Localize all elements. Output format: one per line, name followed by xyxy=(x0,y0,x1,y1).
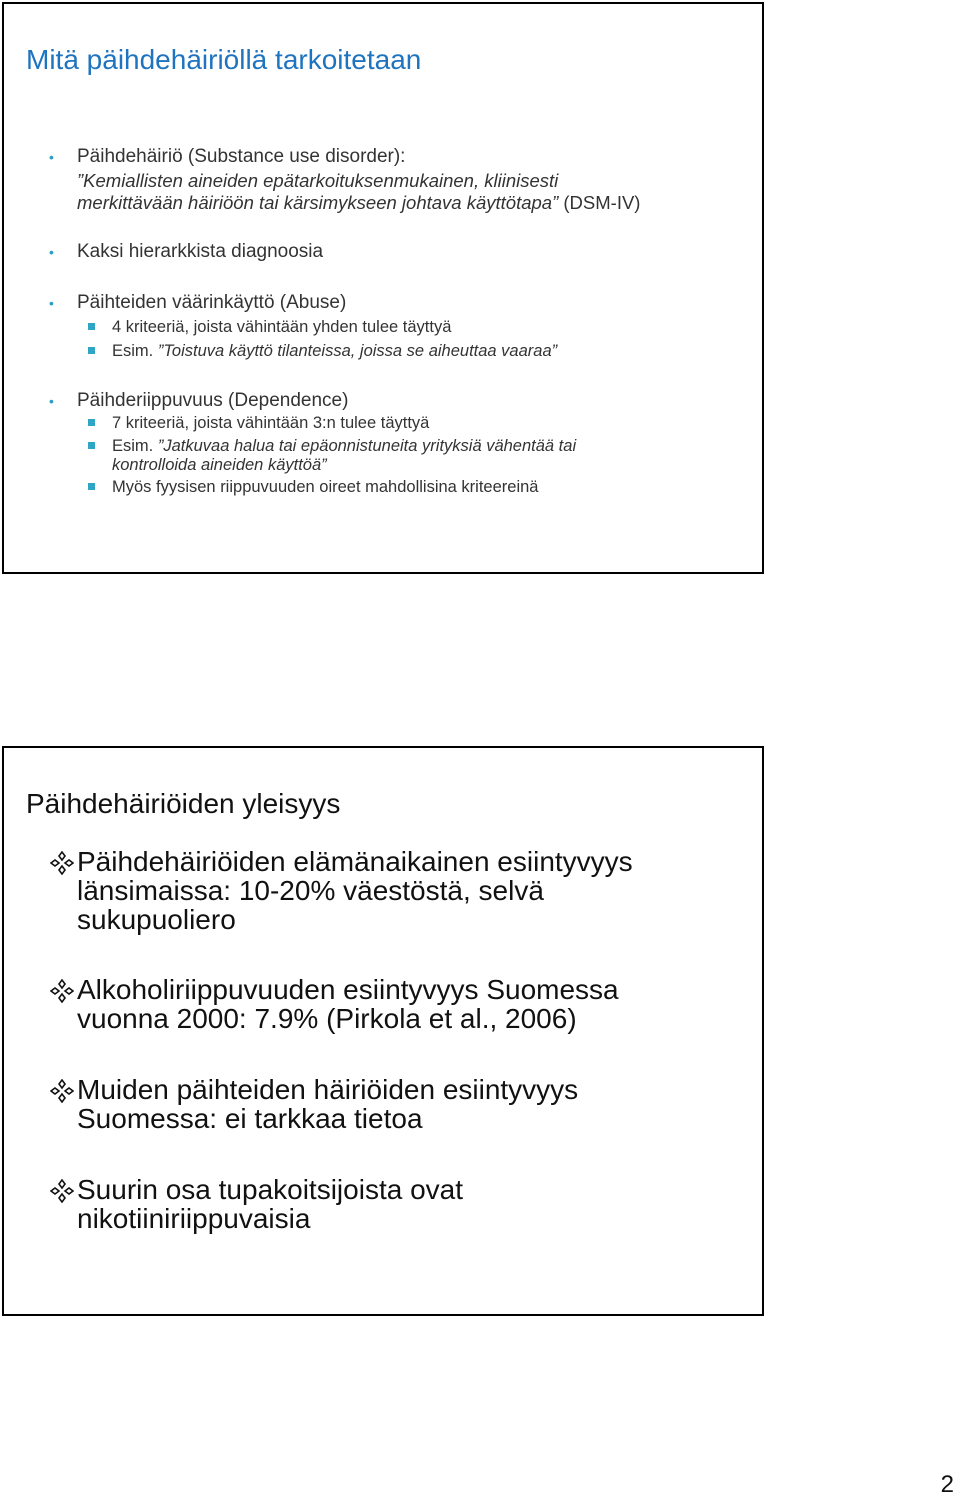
square-bullet-icon xyxy=(88,442,95,449)
bullet-substance-use-disorder: • Päihdehäiriö (Substance use disorder): xyxy=(49,146,406,167)
diamond-bullet-icon xyxy=(50,1179,74,1203)
abuse-example: Esim. ”Toistuva käyttö tilanteissa, joissa se aiheuttaa vaaraa” xyxy=(112,342,557,361)
bullet-dependence: • Päihderiippuvuus (Dependence) xyxy=(49,390,349,411)
prevalence-item-1: Päihdehäiriöiden elämänaikainen esiintyvyys länsimaissa: 10-20% väestöstä, selvä sukupuoliero xyxy=(77,847,633,934)
definition-quote-line-2: merkittävään häiriöön tai kärsimykseen johtava käyttötapa” (DSM-IV) xyxy=(77,192,641,213)
prevalence-item-2: Alkoholiriippuvuuden esiintyvyys Suomessa vuonna 2000: 7.9% (Pirkola et al., 2006) xyxy=(77,975,619,1033)
slide-2-title: Päihdehäiriöiden yleisyys xyxy=(26,788,341,819)
bullet-dot-icon: • xyxy=(49,295,54,311)
dependence-example: Esim. ”Jatkuvaa halua tai epäonnistuneita yrityksiä vähentää tai xyxy=(112,437,576,456)
abuse-criteria: 4 kriteeriä, joista vähintään yhden tulee täyttyä xyxy=(112,318,451,337)
square-bullet-icon xyxy=(88,347,95,354)
dependence-criteria: 7 kriteeriä, joista vähintään 3:n tulee täyttyä xyxy=(112,414,429,433)
diamond-bullet-icon xyxy=(50,851,74,875)
prevalence-item-4: Suurin osa tupakoitsijoista ovat nikotiiniriippuvaisia xyxy=(77,1175,463,1233)
bullet-abuse: • Päihteiden väärinkäyttö (Abuse) xyxy=(49,292,347,313)
slide-2 xyxy=(2,746,764,1316)
slide-1 xyxy=(2,2,764,574)
slide-1-title: Mitä päihdehäiriöllä tarkoitetaan xyxy=(26,44,422,75)
bullet-two-diagnoses: • Kaksi hierarkkista diagnoosia xyxy=(49,241,324,262)
page-number: 2 xyxy=(940,1471,954,1498)
prevalence-item-3: Muiden päihteiden häiriöiden esiintyvyys Suomessa: ei tarkkaa tietoa xyxy=(77,1075,578,1133)
square-bullet-icon xyxy=(88,323,95,330)
square-bullet-icon xyxy=(88,483,95,490)
dependence-example-line-2: kontrolloida aineiden käyttöä” xyxy=(112,456,327,474)
diamond-bullet-icon xyxy=(50,1079,74,1103)
square-bullet-icon xyxy=(88,419,95,426)
dependence-physical: Myös fyysisen riippuvuuden oireet mahdollisina kriteereinä xyxy=(112,478,538,497)
definition-quote-line-1: ”Kemiallisten aineiden epätarkoituksenmukainen, kliinisesti xyxy=(77,170,559,191)
bullet-dot-icon: • xyxy=(49,149,54,165)
bullet-dot-icon: • xyxy=(49,393,54,409)
diamond-bullet-icon xyxy=(50,979,74,1003)
bullet-dot-icon: • xyxy=(49,244,54,260)
